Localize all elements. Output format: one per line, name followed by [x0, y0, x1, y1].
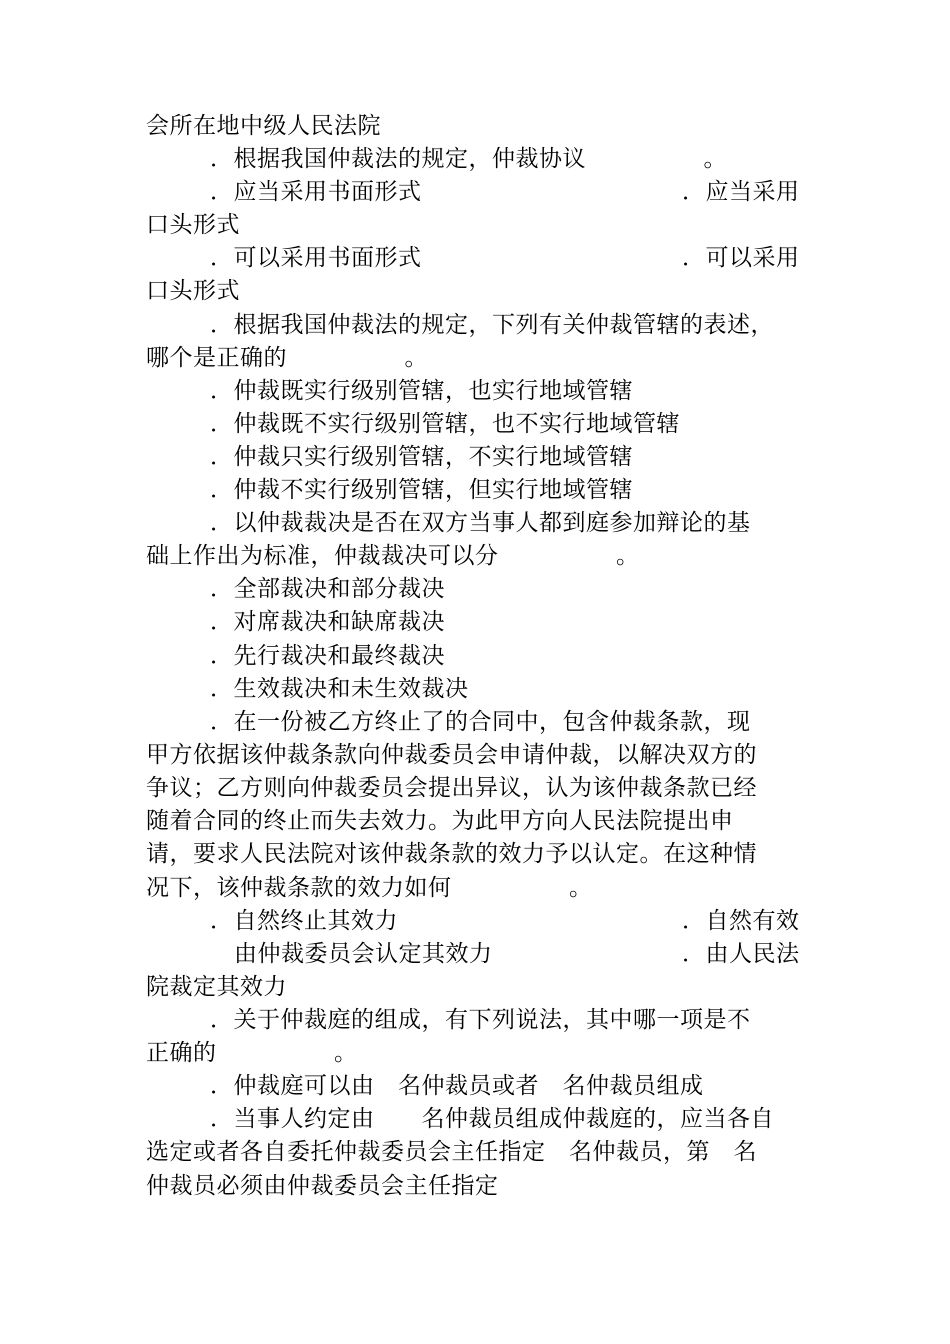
option-a: ．应当采用书面形式: [210, 179, 422, 205]
text-line: 随着合同的终止而失去效力。为此甲方向人民法院提出申: [146, 808, 734, 834]
text-line: 哪个是正确的 。: [146, 345, 428, 371]
option-c: ．先行裁决和最终裁决: [210, 643, 445, 669]
option-b: ．仲裁既不实行级别管辖，也不实行地域管辖: [210, 411, 680, 437]
question-line: ．根据我国仲裁法的规定，下列有关仲裁管辖的表述，: [210, 312, 774, 338]
option-d: ．由人民法: [682, 941, 800, 967]
text-line: 础上作出为标准，仲裁裁决可以分 。: [146, 543, 640, 569]
question-line: ．根据我国仲裁法的规定，仲裁协议 。: [210, 146, 727, 172]
text-line: 况下，该仲裁条款的效力如何 。: [146, 875, 593, 901]
option-a: ．仲裁庭可以由 名仲裁员或者 名仲裁员组成: [210, 1073, 704, 1099]
option-b: ．对席裁决和缺席裁决: [210, 609, 445, 635]
text-line: 争议；乙方则向仲裁委员会提出异议，认为该仲裁条款已经: [146, 775, 757, 801]
text-line: 甲方依据该仲裁条款向仲裁委员会申请仲裁，以解决双方的: [146, 742, 757, 768]
question-line: ．关于仲裁庭的组成，有下列说法，其中哪一项是不: [210, 1007, 751, 1033]
option-b: ．当事人约定由 名仲裁员组成仲裁庭的，应当各自: [210, 1106, 774, 1132]
text-line: 正确的 。: [146, 1040, 358, 1066]
option-b: ．应当采用: [682, 179, 800, 205]
option-c: ．可以采用书面形式: [210, 245, 422, 271]
text-line: 口头形式: [146, 278, 240, 304]
option-c: ．仲裁只实行级别管辖，不实行地域管辖: [210, 444, 633, 470]
text-line: 仲裁员必须由仲裁委员会主任指定: [146, 1173, 499, 1199]
question-line: ．以仲裁裁决是否在双方当事人都到庭参加辩论的基: [210, 510, 751, 536]
text-line: 选定或者各自委托仲裁委员会主任指定 名仲裁员，第 名: [146, 1139, 757, 1165]
option-b: ．自然有效: [682, 908, 800, 934]
text-line: 院裁定其效力: [146, 974, 287, 1000]
option-d: ．仲裁不实行级别管辖，但实行地域管辖: [210, 477, 633, 503]
option-a: ．自然终止其效力: [210, 908, 398, 934]
text-line: 口头形式: [146, 212, 240, 238]
question-line: ．在一份被乙方终止了的合同中，包含仲裁条款，现: [210, 709, 751, 735]
option-a: ．仲裁既实行级别管辖，也实行地域管辖: [210, 378, 633, 404]
option-d: ．可以采用: [682, 245, 800, 271]
option-a: ．全部裁决和部分裁决: [210, 576, 445, 602]
text-line: 会所在地中级人民法院: [146, 113, 381, 139]
text-line: 请，要求人民法院对该仲裁条款的效力予以认定。在这种情: [146, 841, 757, 867]
option-d: ．生效裁决和未生效裁决: [210, 676, 469, 702]
option-c: 由仲裁委员会认定其效力: [234, 941, 493, 967]
